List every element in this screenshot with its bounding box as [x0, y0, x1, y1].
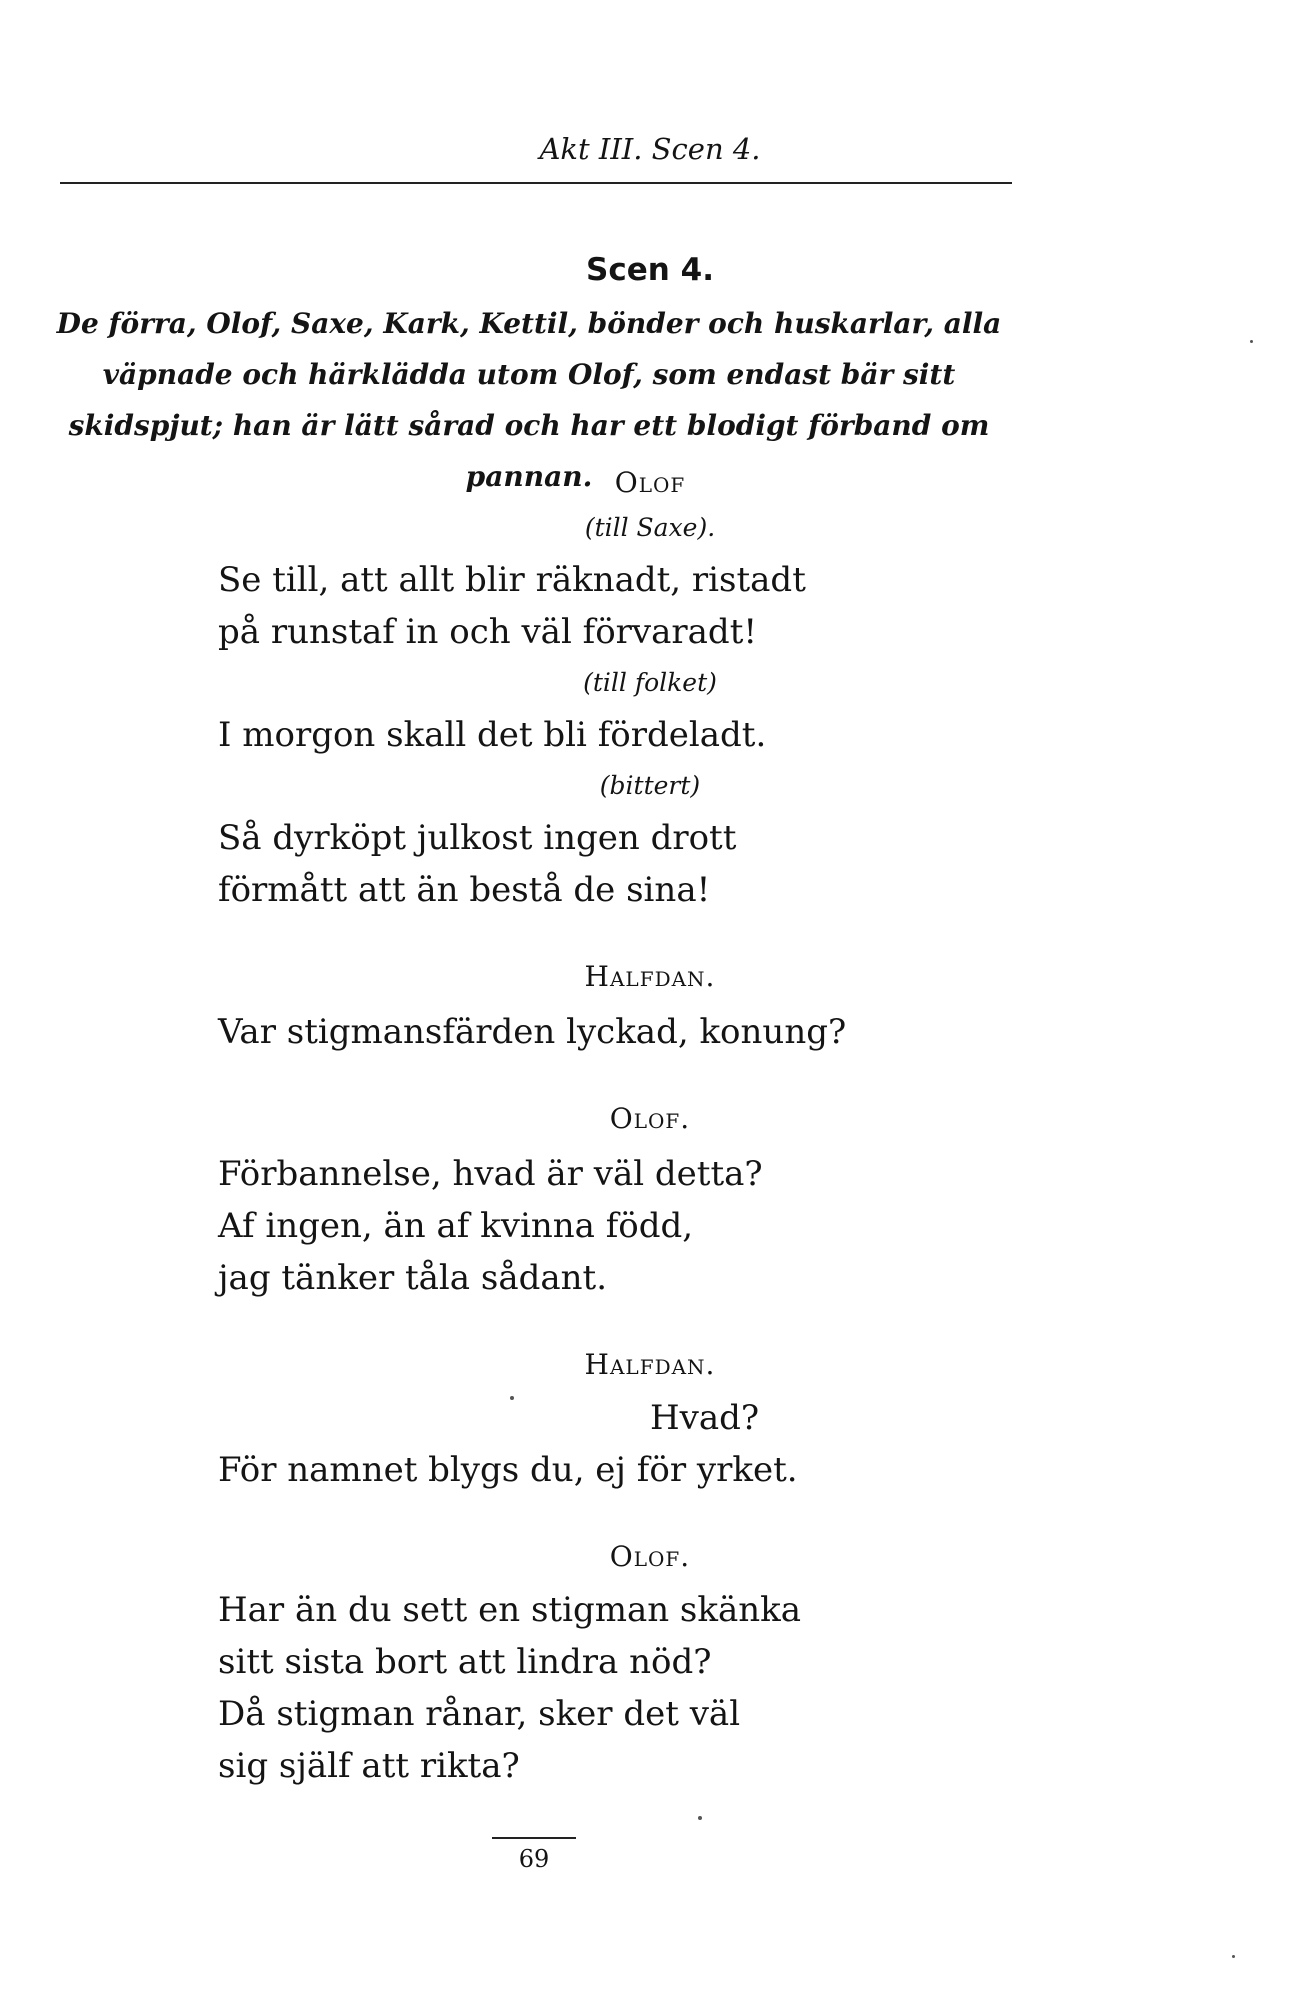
verse-line: sig själf att rikta?: [218, 1746, 520, 1786]
speaker-olof: Olof.: [609, 1102, 691, 1135]
stage-direction-till-folket: (till folket): [583, 668, 717, 697]
verse-line: Förbannelse, hvad är väl detta?: [218, 1154, 763, 1194]
verse-line: Var stigmansfärden lyckad, konung?: [218, 1012, 847, 1052]
print-speck: [1232, 1955, 1235, 1958]
header-rule: [60, 182, 1012, 184]
scene-heading: Scen 4.: [586, 252, 714, 288]
stage-direction-till-saxe: (till Saxe).: [584, 513, 716, 542]
verse-line: Af ingen, än af kvinna född,: [218, 1206, 694, 1246]
verse-line: Så dyrköpt julkost ingen drott: [218, 818, 737, 858]
speaker-olof: Olof.: [609, 1540, 691, 1573]
speaker-olof: Olof: [614, 466, 686, 499]
verse-line: på runstaf in och väl förvaradt!: [218, 612, 758, 652]
verse-line: Då stigman rånar, sker det väl: [218, 1694, 741, 1734]
verse-line: Har än du sett en stigman skänka: [218, 1590, 802, 1630]
verse-line: jag tänker tåla sådant.: [218, 1258, 608, 1298]
page-number: 69: [518, 1845, 550, 1873]
speaker-halfdan: Halfdan.: [584, 960, 716, 993]
verse-line: sitt sista bort att lindra nöd?: [218, 1642, 712, 1682]
verse-line-indented: Hvad?: [650, 1398, 760, 1438]
speaker-halfdan: Halfdan.: [584, 1348, 716, 1381]
print-speck: [510, 1396, 514, 1400]
verse-line: I morgon skall det bli fördeladt.: [218, 715, 767, 755]
verse-line: förmått att än bestå de sina!: [218, 870, 711, 910]
stage-direction-bittert: (bittert): [599, 771, 701, 800]
verse-line: För namnet blygs du, ej för yrket.: [218, 1450, 798, 1490]
verse-line: Se till, att allt blir räknadt, ristadt: [218, 560, 806, 600]
print-speck: [1250, 340, 1253, 343]
running-head: Akt III. Scen 4.: [539, 132, 761, 166]
stage-direction: De förra, Olof, Saxe, Kark, Kettil, bönder och huskarlar, alla väpnade och härklädda utom Olof, som endast bär sitt skidspjut; han är lätt sårad och har ett blodigt förband om pannan.: [56, 307, 1002, 493]
print-speck: [698, 1816, 702, 1820]
footer-rule: [492, 1837, 576, 1839]
